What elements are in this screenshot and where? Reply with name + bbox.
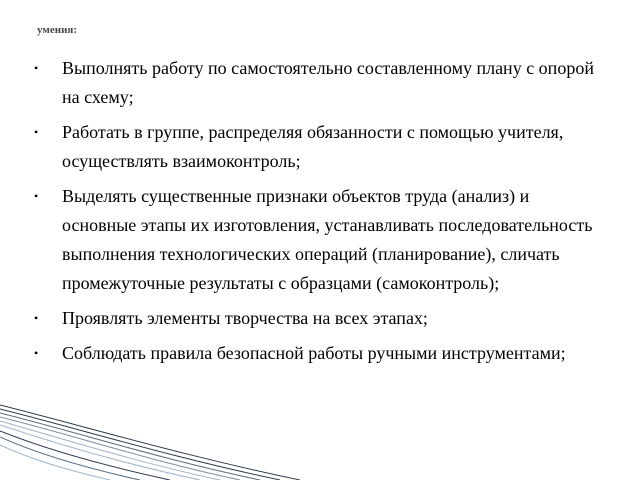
list-item-text: Проявлять элементы творчества на всех этапах; (62, 308, 428, 328)
swoosh-line-3 (0, 413, 260, 480)
swoosh-line-4 (0, 417, 240, 480)
swoosh-line-6 (0, 425, 200, 480)
swoosh-line-2 (0, 409, 280, 480)
list-item (34, 339, 606, 368)
list-item (34, 304, 606, 333)
list-item-text: Работать в группе, распределяя обязанности с помощью учителя, осуществлять взаимоконтроль; (62, 122, 564, 171)
bullet-icon: • (34, 61, 39, 75)
bullet-icon: • (34, 125, 39, 139)
list-item-text: Выделять существенные признаки объектов труда (анализ) и основные этапы их изготовления, устанавливать последовательность выполнения технологических операций (планирование), сличать промежуточные результаты с образцами (самоконтроль); (62, 186, 593, 293)
swoosh-line-8 (0, 437, 140, 480)
list-item-text: Соблюдать правила безопасной работы ручными инструментами; (62, 343, 566, 363)
list-item (34, 118, 606, 176)
bullet-icon: • (34, 311, 39, 325)
list-item (34, 182, 606, 298)
slide-heading: умения: (37, 24, 78, 36)
list-item-text: Выполнять работу по самостоятельно составленному плану с опорой на схему; (62, 58, 594, 107)
decorative-swoosh (0, 395, 300, 480)
list-item (34, 54, 606, 112)
bullet-icon: • (34, 189, 39, 203)
bullet-icon: • (34, 346, 39, 360)
bullet-list (34, 54, 606, 374)
